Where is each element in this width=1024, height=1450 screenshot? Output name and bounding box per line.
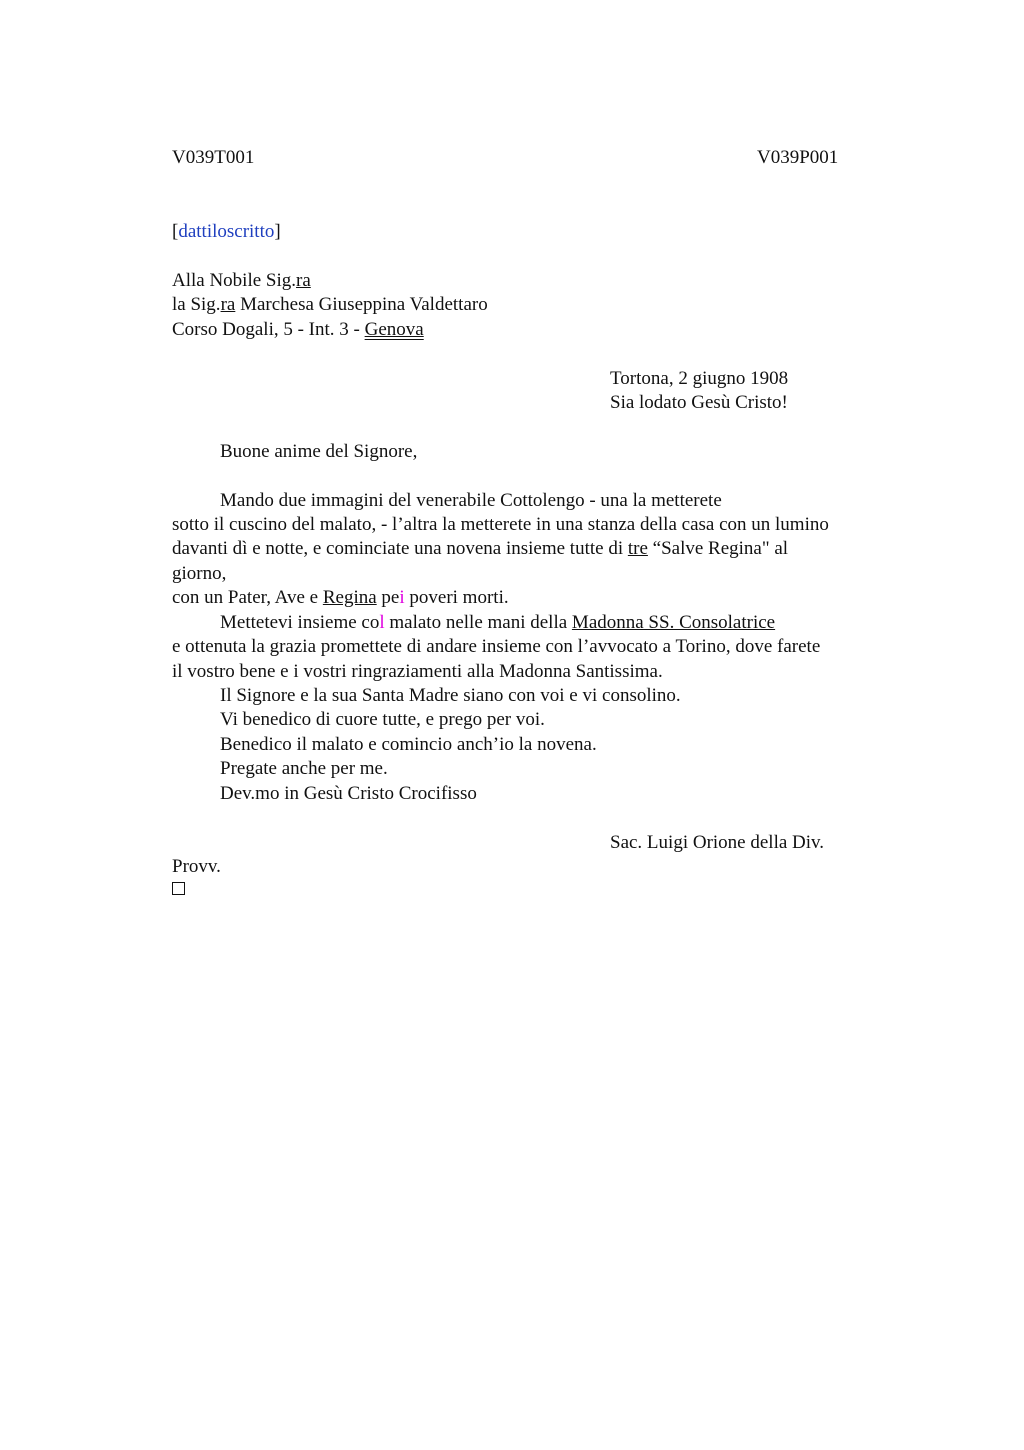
body-line: Benedico il malato e comincio anch’io la novena. [220, 734, 597, 755]
body-text: con un Pater, Ave e [172, 587, 323, 608]
body-line: Vi benedico di cuore tutte, e prego per voi. [220, 709, 545, 730]
address-text: Corso Dogali, 5 - Int. 3 - [172, 319, 365, 340]
address-abbrev: ra [296, 270, 311, 291]
signature-line-2: Provv. [172, 856, 221, 877]
closing-line: Dev.mo in Gesù Cristo Crocifisso [220, 783, 477, 804]
editorial-note [172, 220, 281, 244]
body-text: poveri morti. [404, 587, 509, 608]
document-code-left: V039T001 [172, 147, 255, 168]
body-text: davanti dì e notte, e cominciate una novena insieme tutte di [172, 538, 628, 559]
body-correction: l [379, 612, 385, 633]
bracket-open: [ [172, 221, 179, 242]
body-line: Mando due immagini del venerabile Cottolengo - una la metterete [220, 490, 722, 511]
checkbox-glyph-icon [172, 882, 185, 895]
address-text: la Sig. [172, 294, 221, 315]
body-line [172, 586, 509, 610]
body-underlined: Regina [322, 587, 377, 608]
address-text: Alla Nobile Sig. [172, 270, 297, 291]
address-line-3 [172, 318, 424, 342]
address-line-2 [172, 293, 488, 317]
place-date: Tortona, 2 giugno 1908 [610, 368, 789, 389]
body-line: giorno, [172, 563, 227, 584]
address-line-1 [172, 269, 311, 293]
body-text: “Salve Regina" al [647, 538, 789, 559]
body-underlined: tre [627, 538, 648, 559]
body-line [172, 537, 788, 561]
signature-line-1: Sac. Luigi Orione della Div. [610, 832, 825, 853]
body-text: malato nelle mani della [384, 612, 572, 633]
body-text: Mettetevi insieme co [220, 612, 380, 633]
body-line: il vostro bene e i vostri ringraziamenti alla Madonna Santissima. [172, 661, 663, 682]
salutation: Buone anime del Signore, [220, 441, 418, 462]
body-line [220, 611, 775, 635]
body-line: Pregate anche per me. [220, 758, 388, 779]
body-line: e ottenuta la grazia promettete di andare insieme con l’avvocato a Torino, dove farete [172, 636, 821, 657]
body-text: pe [376, 587, 400, 608]
address-abbrev: ra [220, 294, 236, 315]
document-code-right: V039P001 [757, 147, 839, 168]
body-underlined: Madonna SS. Consolatrice [571, 612, 776, 633]
body-line: sotto il cuscino del malato, - l’altra la metterete in una stanza della casa con un lumino [172, 514, 829, 535]
address-text: Marchesa Giuseppina Valdettaro [235, 294, 488, 315]
note-word: dattiloscritto [178, 221, 275, 242]
greeting: Sia lodato Gesù Cristo! [610, 392, 788, 413]
body-line: Il Signore e la sua Santa Madre siano con voi e vi consolino. [220, 685, 681, 706]
body-correction: i [399, 587, 405, 608]
address-city: Genova [364, 319, 424, 340]
bracket-close: ] [274, 221, 281, 242]
